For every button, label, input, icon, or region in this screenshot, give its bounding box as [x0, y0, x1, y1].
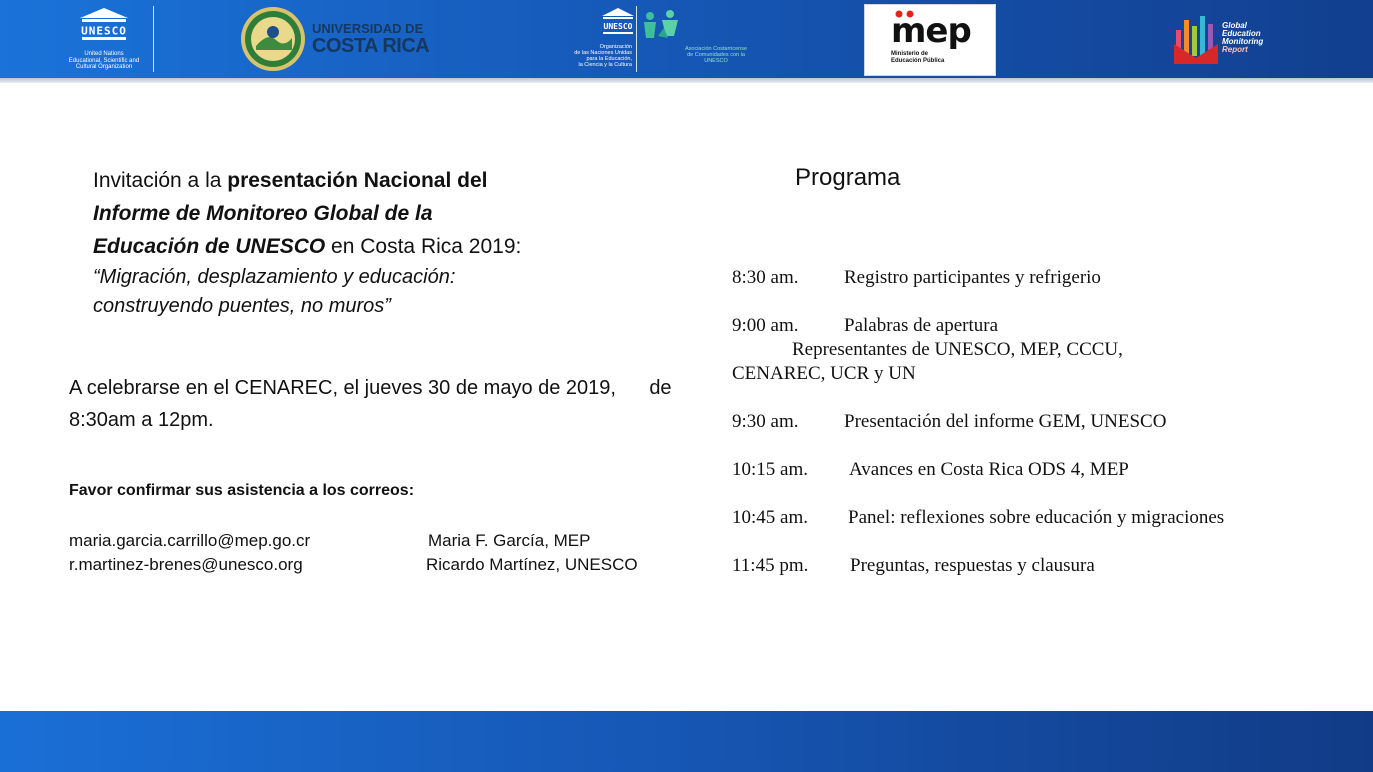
unesco-small-word: UNESCO: [603, 22, 633, 31]
agenda-time: 9:00 am.: [732, 315, 799, 336]
agenda-item: [732, 554, 1332, 578]
event-line2: 8:30am a 12pm.: [69, 409, 214, 431]
ucr-logo: [240, 6, 430, 72]
invitation-heading: [93, 164, 573, 321]
mep-logo: [864, 4, 996, 76]
agenda-time: 8:30 am.: [732, 267, 799, 288]
mep-word: mep: [891, 11, 971, 51]
agenda-description-extra: CENAREC, UCR y UN: [732, 363, 916, 384]
unesco-caption-3: Cultural Organization: [75, 64, 133, 70]
gem-caption-2: Education: [1222, 29, 1261, 38]
contact-email-link[interactable]: maria.garcia.carrillo@mep.go.cr: [69, 531, 311, 550]
gem-caption-4: Report: [1222, 45, 1248, 54]
agenda-time: 10:45 am.: [732, 507, 808, 528]
header-divider: [153, 6, 154, 72]
unesco-temple-small-icon: [588, 6, 648, 40]
event-line1: A celebrarse en el CENAREC, el jueves 30 de mayo de 2019, de: [69, 377, 672, 399]
agenda-item: [732, 410, 1332, 434]
unesco-chair-caption-3: para la Educación,: [586, 56, 632, 62]
invitation-line1-plain: Invitación a la: [93, 169, 228, 192]
unesco-chair-caption-1: Organización: [599, 44, 632, 50]
invitation-line2: Informe de Monitoreo Global de la: [93, 202, 433, 225]
agenda-time: 11:45 pm.: [732, 555, 809, 576]
invitation-subtitle-1: “Migración, desplazamiento y educación:: [93, 266, 456, 288]
unesco-caption-1: United Nations: [84, 51, 124, 57]
agenda-description-extra: Representantes de UNESCO, MEP, CCCU,: [792, 339, 1123, 360]
program-agenda: [732, 266, 1332, 602]
association-divider: [636, 6, 637, 72]
confirm-heading: Favor confirmar sus asistencia a los correos:: [69, 482, 415, 499]
invitation-line3-plain: en Costa Rica 2019:: [325, 235, 522, 258]
invitation-line3-bold: Educación de UNESCO: [93, 235, 326, 258]
header-shadow: [0, 78, 1373, 83]
contact-name: Maria F. García, MEP: [428, 531, 591, 550]
agenda-description: Avances en Costa Rica ODS 4, MEP: [849, 459, 1129, 480]
agenda-description: Preguntas, respuestas y clausura: [850, 555, 1095, 576]
unesco-association-logo: [570, 6, 770, 76]
header-banner: [0, 0, 1373, 78]
association-caption-2: de Comunidades con la: [687, 52, 745, 58]
agenda-item: [732, 506, 1332, 530]
gem-report-logo: [1172, 8, 1292, 72]
contact-email-link[interactable]: r.martinez-brenes@unesco.org: [69, 555, 303, 574]
agenda-item: [732, 266, 1332, 290]
gem-caption-1: Global: [1222, 21, 1247, 30]
agenda-item: [732, 314, 1332, 386]
agenda-time: 10:15 am.: [732, 459, 808, 480]
unesco-chair-caption-2: de las Naciones Unidas: [574, 50, 632, 56]
agenda-description: Registro participantes y refrigerio: [844, 267, 1101, 288]
association-caption-1: Asociación Costarricense: [684, 46, 748, 52]
contacts-list: [69, 529, 669, 577]
ucr-name-line2: COSTA RICA: [312, 35, 430, 57]
contact-name: Ricardo Martínez, UNESCO: [426, 555, 638, 574]
agenda-time: 9:30 am.: [732, 411, 799, 432]
unesco-chair-caption-4: la Ciencia y la Cultura: [578, 62, 632, 68]
gem-caption-3: Monitoring: [1222, 37, 1264, 46]
ucr-name-line1: UNIVERSIDAD DE: [312, 21, 424, 36]
invitation-line1-bold: presentación Nacional del: [227, 169, 488, 192]
contact-row: [69, 553, 669, 577]
program-title: Programa: [795, 164, 901, 191]
association-caption-3: UNESCO: [704, 58, 728, 64]
unesco-temple-icon: [58, 6, 150, 44]
mep-caption-2: Educación Pública: [891, 58, 945, 64]
mep-caption-1: Ministerio de: [891, 51, 929, 57]
agenda-description: Panel: reflexiones sobre educación y migraciones: [848, 507, 1225, 528]
unesco-word: UNESCO: [81, 24, 127, 38]
unesco-caption-2: Educational, Scientific and: [68, 57, 140, 64]
invitation-subtitle-2: construyendo puentes, no muros”: [93, 295, 391, 317]
agenda-description: Palabras de apertura: [844, 315, 999, 336]
ucr-seal-icon: [240, 6, 306, 72]
unesco-logo: [58, 6, 150, 72]
contact-row: [69, 529, 669, 553]
agenda-item: [732, 458, 1332, 482]
event-details: [69, 372, 689, 436]
footer-banner: [0, 711, 1373, 772]
gem-bars-icon: [1172, 10, 1222, 66]
agenda-description: Presentación del informe GEM, UNESCO: [844, 411, 1167, 432]
